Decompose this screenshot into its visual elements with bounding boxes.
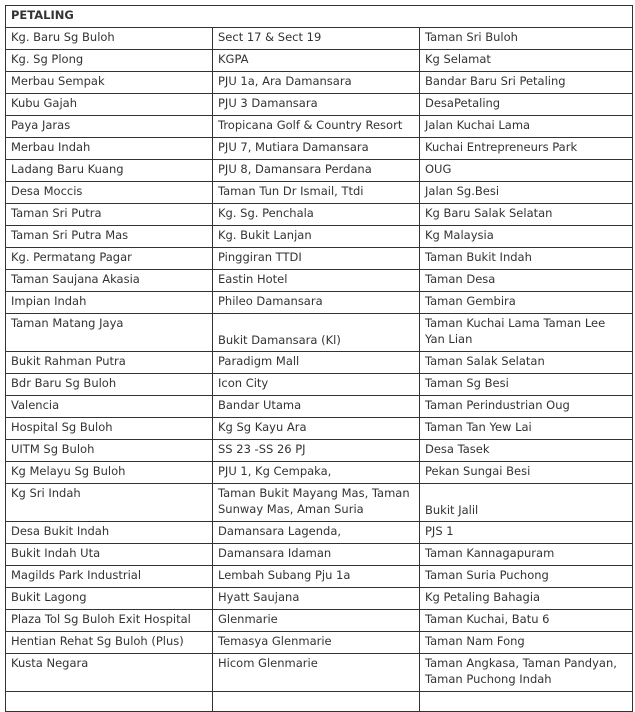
table-row <box>6 94 633 116</box>
table-row <box>6 28 633 50</box>
table-cell: Bukit Lagong <box>6 588 213 610</box>
table-row <box>6 116 633 138</box>
table-cell: Damansara Lagenda, <box>213 522 420 544</box>
table-cell: Taman Kuchai Lama Taman Lee Yan Lian <box>420 314 633 352</box>
table-cell: Bandar Utama <box>213 396 420 418</box>
table-cell: Taman Tun Dr Ismail, Ttdi <box>213 182 420 204</box>
table-cell: Hyatt Saujana <box>213 588 420 610</box>
table-cell: Kg. Sg Plong <box>6 50 213 72</box>
table-row <box>6 632 633 654</box>
table-cell: Taman Nam Fong <box>420 632 633 654</box>
table-cell: Taman Gembira <box>420 292 633 314</box>
table-cell: Kg Sri Indah <box>6 484 213 522</box>
table-row <box>6 314 633 352</box>
table-row <box>6 484 633 522</box>
table-row <box>6 292 633 314</box>
table-cell: Kubu Gajah <box>6 94 213 116</box>
table-cell: Taman Matang Jaya <box>6 314 213 352</box>
table-cell-empty <box>213 692 420 712</box>
table-cell: Jalan Kuchai Lama <box>420 116 633 138</box>
table-row <box>6 654 633 692</box>
table-row <box>6 226 633 248</box>
table-cell: Paradigm Mall <box>213 352 420 374</box>
table-cell: Eastin Hotel <box>213 270 420 292</box>
table-cell: Taman Sri Putra Mas <box>6 226 213 248</box>
table-cell: Hentian Rehat Sg Buloh (Plus) <box>6 632 213 654</box>
table-row <box>6 182 633 204</box>
table-cell: Taman Perindustrian Oug <box>420 396 633 418</box>
table-cell: SS 23 -SS 26 PJ <box>213 440 420 462</box>
table-row <box>6 248 633 270</box>
table-cell: Kg. Permatang Pagar <box>6 248 213 270</box>
table-cell: DesaPetaling <box>420 94 633 116</box>
table-cell: Bandar Baru Sri Petaling <box>420 72 633 94</box>
table-row <box>6 352 633 374</box>
table-row <box>6 374 633 396</box>
table-row <box>6 270 633 292</box>
table-cell: PJU 1, Kg Cempaka, <box>213 462 420 484</box>
table-cell-empty <box>6 692 213 712</box>
table-row <box>6 566 633 588</box>
table-row <box>6 396 633 418</box>
table-title: PETALING <box>6 6 633 28</box>
table-cell: Kg Petaling Bahagia <box>420 588 633 610</box>
petaling-area-table <box>5 5 633 712</box>
table-row <box>6 544 633 566</box>
table-cell: UITM Sg Buloh <box>6 440 213 462</box>
table-row <box>6 160 633 182</box>
table-cell: Kg. Bukit Lanjan <box>213 226 420 248</box>
table-cell: Kg Baru Salak Selatan <box>420 204 633 226</box>
table-cell-empty <box>420 692 633 712</box>
table-cell: PJU 3 Damansara <box>213 94 420 116</box>
table-row <box>6 138 633 160</box>
table-cell: Desa Moccis <box>6 182 213 204</box>
table-row <box>6 610 633 632</box>
table-cell: Kg. Sg. Penchala <box>213 204 420 226</box>
table-row <box>6 50 633 72</box>
table-cell: Kg. Baru Sg Buloh <box>6 28 213 50</box>
table-cell: Taman Kannagapuram <box>420 544 633 566</box>
table-cell: Taman Suria Puchong <box>420 566 633 588</box>
table-cell: Kg Sg Kayu Ara <box>213 418 420 440</box>
table-cell: Hicom Glenmarie <box>213 654 420 692</box>
table-cell: Sect 17 & Sect 19 <box>213 28 420 50</box>
table-cell: Kg Selamat <box>420 50 633 72</box>
table-cell: Bukit Jalil <box>420 484 633 522</box>
table-cell: Temasya Glenmarie <box>213 632 420 654</box>
table-row-empty <box>6 692 633 712</box>
table-row <box>6 440 633 462</box>
table-row <box>6 418 633 440</box>
table-cell: Tropicana Golf & Country Resort <box>213 116 420 138</box>
table-cell: Taman Kuchai, Batu 6 <box>420 610 633 632</box>
table-cell: Impian Indah <box>6 292 213 314</box>
table-cell: Taman Angkasa, Taman Pandyan, Taman Puchong Indah <box>420 654 633 692</box>
table-cell: Kuchai Entrepreneurs Park <box>420 138 633 160</box>
table-cell: PJU 1a, Ara Damansara <box>213 72 420 94</box>
table-cell: Taman Sri Putra <box>6 204 213 226</box>
table-row <box>6 204 633 226</box>
table-cell: Taman Tan Yew Lai <box>420 418 633 440</box>
table-cell: Damansara Idaman <box>213 544 420 566</box>
table-cell: Pinggiran TTDI <box>213 248 420 270</box>
table-cell: Bdr Baru Sg Buloh <box>6 374 213 396</box>
table-cell: KGPA <box>213 50 420 72</box>
table-cell: Bukit Damansara (Kl) <box>213 314 420 352</box>
table-cell: Icon City <box>213 374 420 396</box>
table-cell: Kg Melayu Sg Buloh <box>6 462 213 484</box>
table-cell: Taman Bukit Mayang Mas, Taman Sunway Mas, Aman Suria <box>213 484 420 522</box>
table-cell: Hospital Sg Buloh <box>6 418 213 440</box>
table-cell: Bukit Indah Uta <box>6 544 213 566</box>
table-cell: PJS 1 <box>420 522 633 544</box>
table-cell: Paya Jaras <box>6 116 213 138</box>
table-cell: Taman Desa <box>420 270 633 292</box>
table-cell: Desa Bukit Indah <box>6 522 213 544</box>
table-cell: Bukit Rahman Putra <box>6 352 213 374</box>
table-cell: Valencia <box>6 396 213 418</box>
table-row <box>6 522 633 544</box>
table-cell: Jalan Sg.Besi <box>420 182 633 204</box>
table-cell: Merbau Sempak <box>6 72 213 94</box>
table-cell: PJU 7, Mutiara Damansara <box>213 138 420 160</box>
table-cell: Pekan Sungai Besi <box>420 462 633 484</box>
table-cell: Ladang Baru Kuang <box>6 160 213 182</box>
table-row <box>6 72 633 94</box>
table-cell: Desa Tasek <box>420 440 633 462</box>
table-cell: Kg Malaysia <box>420 226 633 248</box>
table-cell: Phileo Damansara <box>213 292 420 314</box>
table-cell: Glenmarie <box>213 610 420 632</box>
table-cell: Taman Sg Besi <box>420 374 633 396</box>
petaling-table-wrapper <box>5 5 632 712</box>
table-cell: Taman Saujana Akasia <box>6 270 213 292</box>
table-cell: Merbau Indah <box>6 138 213 160</box>
table-cell: OUG <box>420 160 633 182</box>
table-cell: Plaza Tol Sg Buloh Exit Hospital <box>6 610 213 632</box>
table-row <box>6 588 633 610</box>
table-cell: PJU 8, Damansara Perdana <box>213 160 420 182</box>
table-cell: Magilds Park Industrial <box>6 566 213 588</box>
table-cell: Lembah Subang Pju 1a <box>213 566 420 588</box>
table-row <box>6 462 633 484</box>
table-cell: Taman Bukit Indah <box>420 248 633 270</box>
table-header-row <box>6 6 633 28</box>
table-cell: Taman Sri Buloh <box>420 28 633 50</box>
table-cell: Taman Salak Selatan <box>420 352 633 374</box>
table-cell: Kusta Negara <box>6 654 213 692</box>
